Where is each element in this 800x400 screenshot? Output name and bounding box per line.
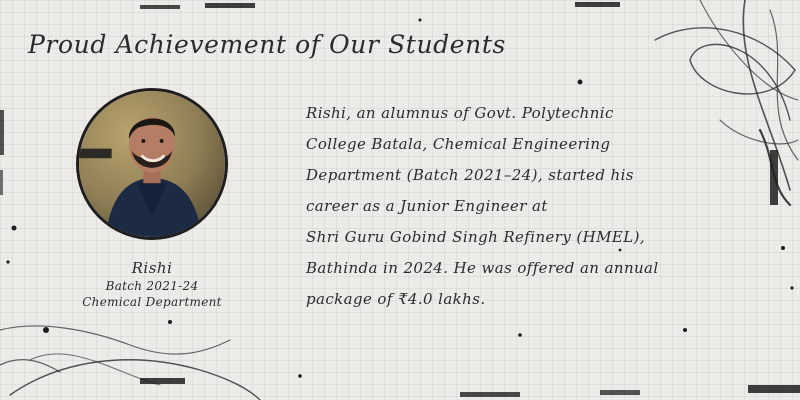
student-department: Chemical Department bbox=[82, 295, 222, 309]
description-line: College Batala, Chemical Engineering bbox=[306, 135, 611, 153]
student-name: Rishi bbox=[131, 259, 173, 277]
student-batch: Batch 2021-24 bbox=[105, 279, 199, 293]
description-line: Shri Guru Gobind Singh Refinery (HMEL), bbox=[306, 228, 646, 246]
page-title: Proud Achievement of Our Students bbox=[28, 30, 506, 59]
achievement-description bbox=[306, 98, 776, 315]
description-line: Bathinda in 2024. He was offered an annual bbox=[306, 259, 659, 277]
description-line: package of ₹4.0 lakhs. bbox=[306, 290, 486, 308]
description-line: Rishi, an alumnus of Govt. Polytechnic bbox=[306, 104, 614, 122]
student-portrait-illustration bbox=[79, 91, 225, 237]
description-line: career as a Junior Engineer at bbox=[306, 197, 548, 215]
description-line: Department (Batch 2021–24), started his bbox=[306, 166, 634, 184]
student-caption bbox=[72, 258, 232, 310]
student-photo bbox=[76, 88, 228, 240]
